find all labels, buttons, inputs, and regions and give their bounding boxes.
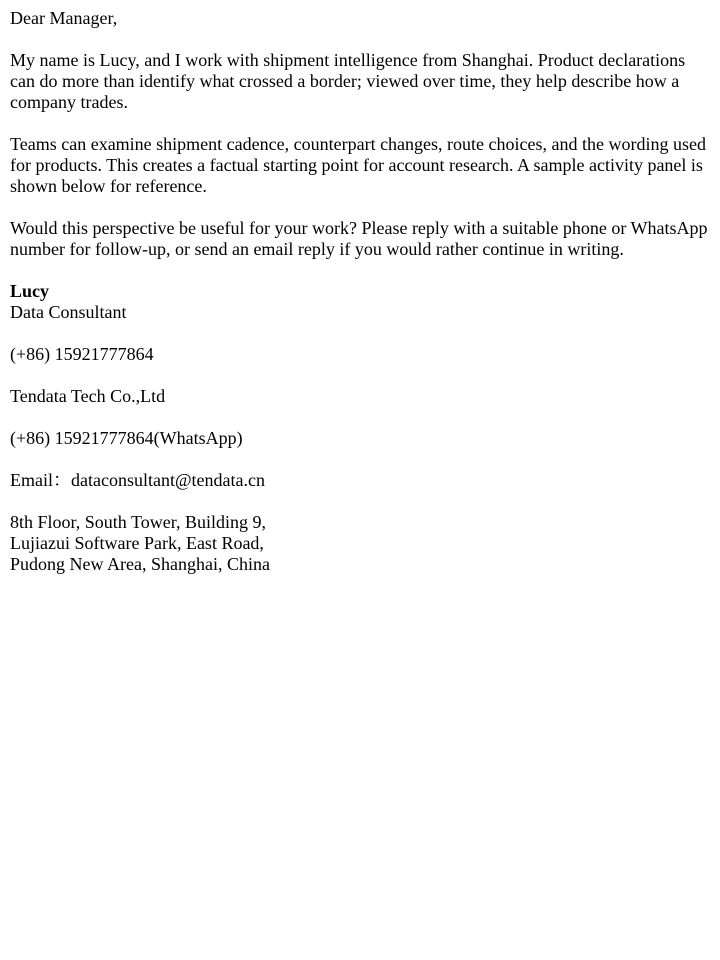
address-line: Pudong New Area, Shanghai, China (10, 554, 270, 574)
signature-title: Data Consultant (10, 302, 127, 322)
signature-company: Tendata Tech Co.,Ltd (10, 386, 166, 406)
greeting: Dear Manager, (10, 8, 118, 28)
paragraph-details: Teams can examine shipment cadence, counterpart changes, route choices, and the wording used for products. This creates a factual starting point for account research. A sample activity panel is shown below for reference. (10, 134, 706, 196)
signature-phone: (+86) 15921777864 (10, 344, 154, 364)
signature-name: Lucy (10, 281, 50, 301)
paragraph-intro: My name is Lucy, and I work with shipment intelligence from Shanghai. Product declarations can do more than identify what crossed a border; viewed over time, they help describe how a company trades. (10, 50, 686, 112)
signature-block (10, 281, 710, 323)
signature-whatsapp: (+86) 15921777864(WhatsApp) (10, 428, 243, 448)
address-line: Lujiazui Software Park, East Road, (10, 533, 264, 553)
signature-email: Email：dataconsultant@tendata.cn (10, 470, 265, 490)
address-line: 8th Floor, South Tower, Building 9, (10, 512, 266, 532)
signature-address (10, 512, 710, 575)
paragraph-request: Would this perspective be useful for your work? Please reply with a suitable phone or WhatsApp number for follow-up, or send an email reply if you would rather continue in writing. (10, 218, 708, 259)
